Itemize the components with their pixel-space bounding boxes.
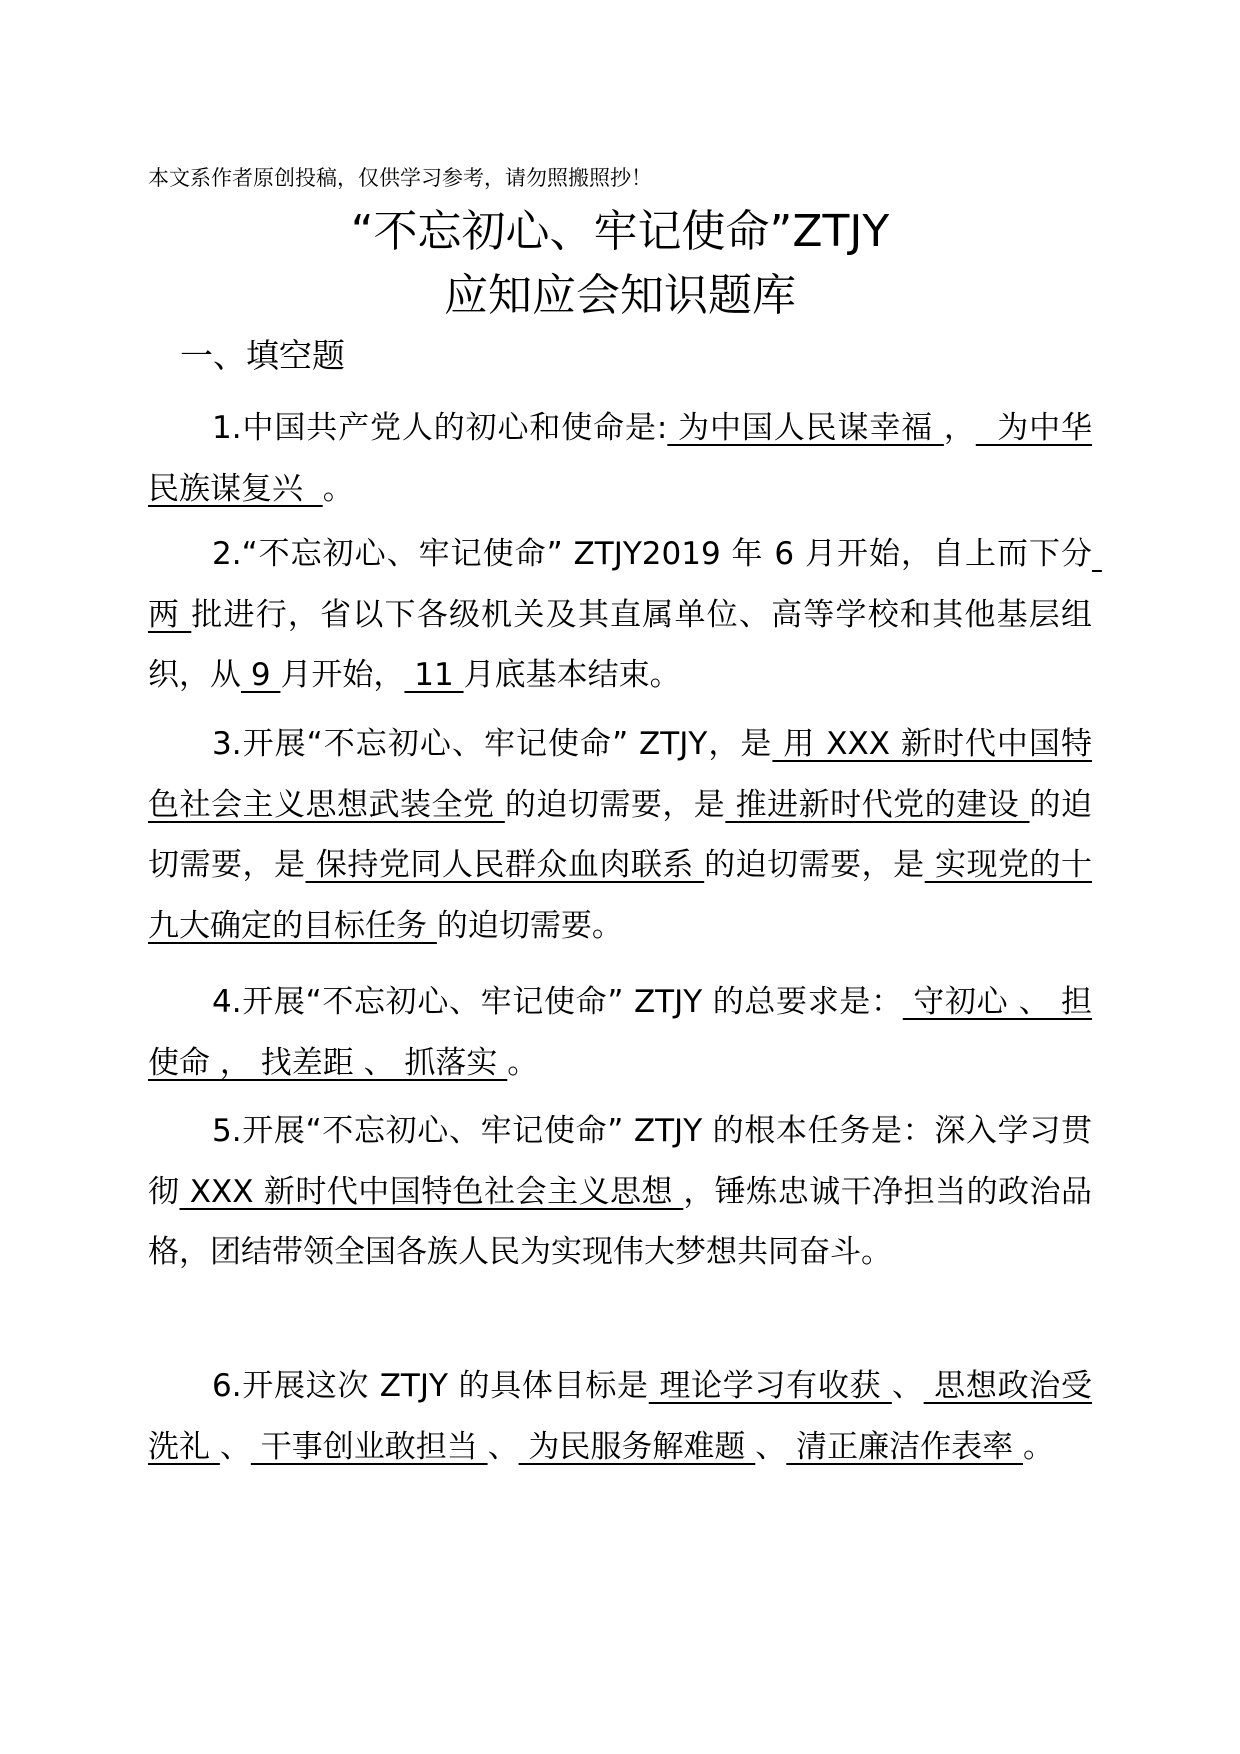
question-3 (148, 714, 1092, 956)
answer-blank: 保持党同人民群众血肉联系 (305, 847, 705, 883)
answer-blank: 守初心 、 担使命 ， 找差距 、 抓落实 (148, 984, 1093, 1081)
answer-blank: 为中国人民谋幸福 (667, 410, 944, 446)
question-2 (148, 524, 1102, 706)
answer-blank: XXX 新时代中国特色社会主义思想 (179, 1173, 684, 1210)
question-5 (148, 1101, 1092, 1283)
question-text: 的迫切需要，是 (148, 786, 1092, 883)
question-text: 。 (322, 470, 354, 507)
copyright-notice: 本文系作者原创投稿，仅供学习参考，请勿照搬照抄！ (148, 166, 652, 190)
question-text: ，锤炼忠诚干净担当的政治品格，团结带领全国各族人民为实现伟大梦想共同奋斗。 (148, 1173, 1093, 1270)
question-text: 批进行，省以下各级机关及其直属单位、高等学校和其他基层组织，从 (148, 596, 1092, 693)
question-text: 3.开展“不忘初心、牢记使命” ZTJY，是 (212, 726, 773, 762)
question-text: 2.“不忘初心、牢记使命” ZTJY2019 年 6 月开始，自上而下分 (212, 536, 1092, 572)
question-1 (148, 398, 1092, 519)
answer-blank: 思想政治受洗礼 (148, 1368, 1092, 1465)
document-subtitle: 应知应会知识题库 (444, 270, 796, 321)
answer-blank: 实现党的十九大确定的目标任务 (148, 847, 1092, 944)
answer-blank: 11 (404, 657, 464, 693)
answer-blank: 理论学习有收获 (648, 1368, 892, 1404)
question-text: ， (943, 410, 976, 446)
question-6 (148, 1356, 1092, 1477)
answer-blank: 推进新时代党的建设 (725, 786, 1030, 823)
question-4 (148, 972, 1092, 1093)
question-text: 月底基本结束。 (463, 657, 681, 693)
answer-blank: 干事创业敢担当 (250, 1428, 488, 1465)
question-text: 。 (507, 1044, 539, 1081)
question-text: 的迫切需要。 (436, 907, 623, 944)
answer-blank: 9 (241, 657, 281, 693)
answer-blank: 为民服务解难题 (518, 1428, 756, 1465)
answer-blank: 清正廉洁作表率 (786, 1428, 1024, 1465)
answer-blank: 用 XXX 新时代中国特色社会主义思想武装全党 (148, 726, 1092, 823)
answer-blank: 两 (148, 536, 1102, 633)
question-text: 、 (891, 1368, 924, 1404)
document-title: “不忘初心、牢记使命”ZTJY (350, 206, 890, 257)
question-text: 、 (219, 1428, 251, 1465)
section-heading: 一、填空题 (180, 336, 345, 375)
question-text: 的迫切需要，是 (704, 847, 925, 883)
question-text: 的迫切需要，是 (504, 786, 726, 823)
question-text: 月开始， (280, 657, 405, 693)
answer-blank: 为中华民族谋复兴 (148, 410, 1092, 507)
question-text: 1.中国共产党人的初心和使命是: (212, 410, 668, 446)
question-text: 、 (755, 1428, 787, 1465)
question-text: 6.开展这次 ZTJY 的具体目标是 (212, 1368, 649, 1404)
question-text: 、 (487, 1428, 519, 1465)
question-text: 。 (1023, 1428, 1055, 1465)
question-text: 5.开展“不忘初心、牢记使命” ZTJY 的根本任务是：深入学习贯彻 (148, 1113, 1092, 1210)
question-text: 4.开展“不忘初心、牢记使命” ZTJY 的总要求是： (212, 984, 903, 1020)
